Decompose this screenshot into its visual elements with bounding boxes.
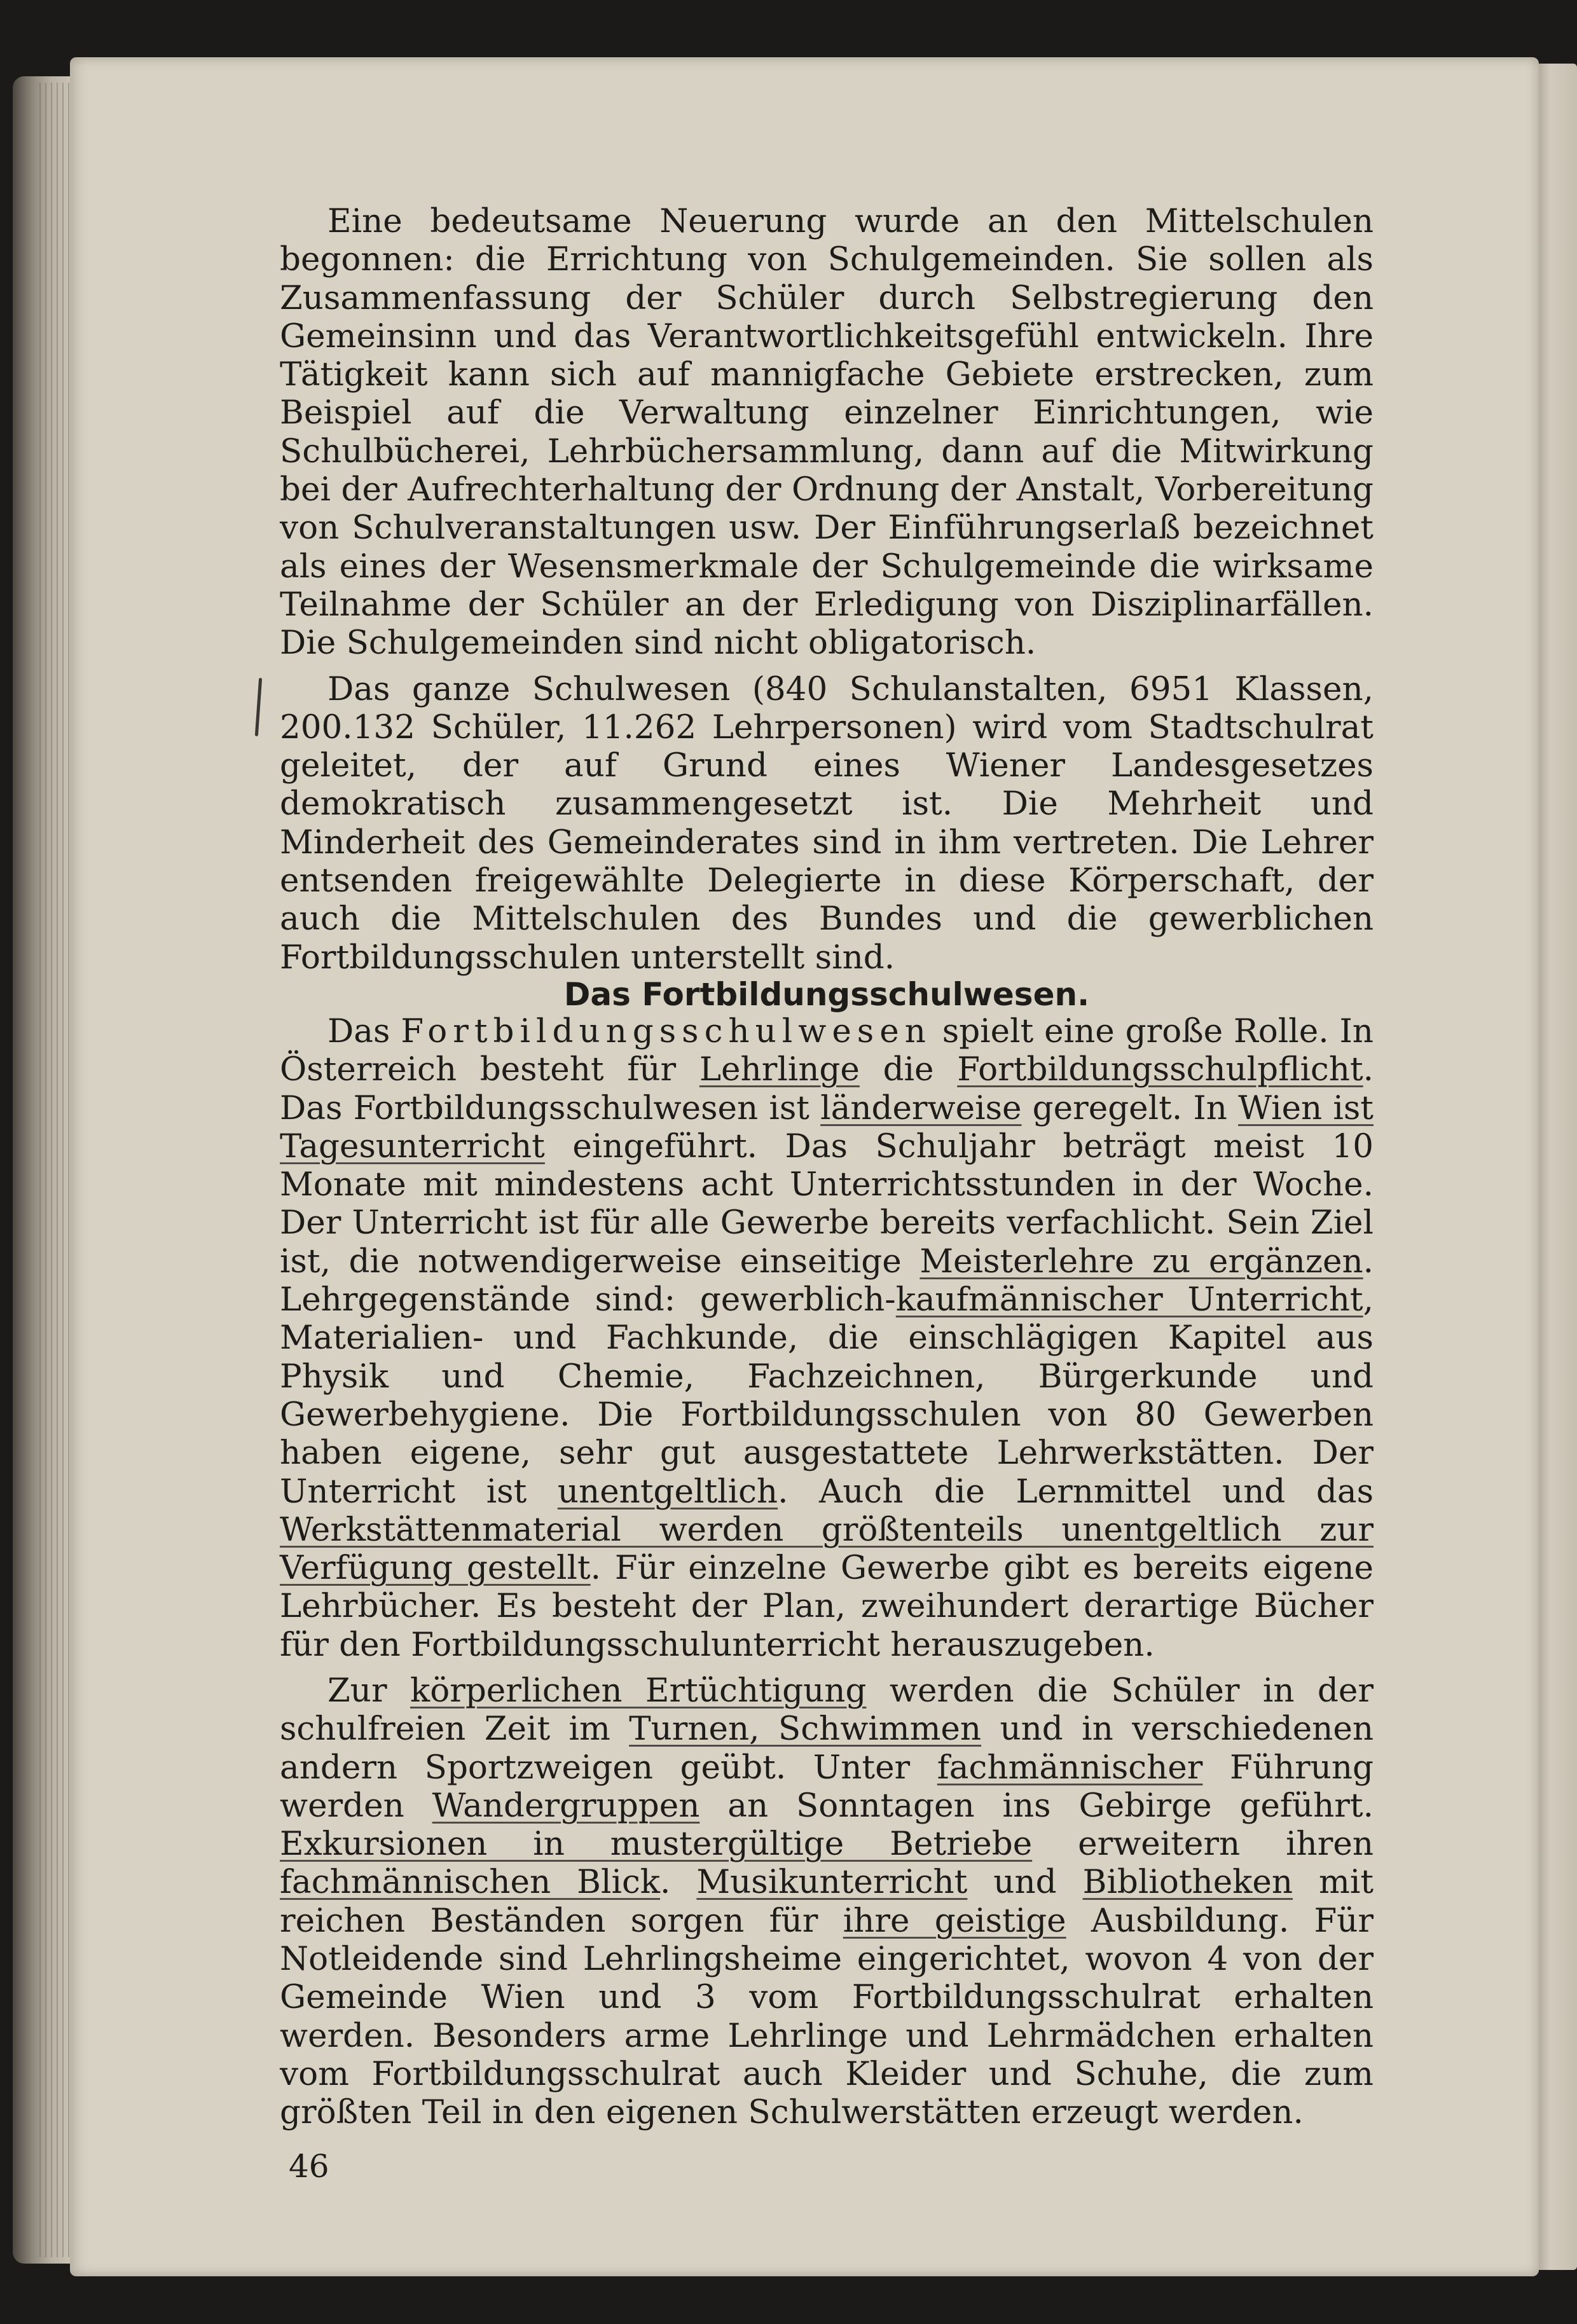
underlined-fachmaennisch: fachmännischer xyxy=(937,1748,1203,1787)
text-run: spielt eine große Rolle. xyxy=(942,1012,1329,1050)
paragraph-ertuechtigung xyxy=(280,1672,1374,2132)
underlined-musikunterricht: Musikunterricht xyxy=(696,1863,968,1902)
text-run: . Das Fortbildungsschulwesen ist xyxy=(280,1050,1374,1127)
underlined-exkursionen: Exkursionen in mustergültige Betriebe xyxy=(280,1825,1033,1864)
text-run: . Auch die Lernmittel und das xyxy=(778,1472,1374,1511)
book-right-edge xyxy=(1532,64,1577,2270)
text-run: mit reichen Beständen sorgen für xyxy=(280,1863,1374,1940)
underlined-fortbildungsschulpflicht: Fortbildungsschulpflicht xyxy=(957,1050,1363,1089)
text-run: und xyxy=(993,1863,1057,1902)
paragraph-schulwesen: Das ganze Schulwesen (840 Schulanstalten, 6951 Klassen, 200.132 Schüler, 11.262 Lehrpersonen) wird vom Stadtschulrat geleitet, der auf Grund eines Wiener Landesgesetzes demokratisch zusammengesetzt ist. Die Mehrheit und Minderheit des Gemeinderates sind in ihm vertreten. Die Lehrer entsenden freigewählte Delegierte in diese Körperschaft, der auch die Mittelschulen des Bundes und die gewerblichen Fortbildungsschulen unterstellt sind. xyxy=(280,670,1374,977)
underlined-laenderweise: länderweise xyxy=(820,1089,1022,1127)
section-heading: Das Fortbildungsschulwesen. xyxy=(563,975,1090,1013)
text-run: werden die Schüler in der schulfreien Zeit im xyxy=(280,1671,1374,1749)
underlined-blick: fachmännischen Blick xyxy=(280,1863,661,1902)
text-run: In Österreich besteht für xyxy=(280,1012,1374,1089)
paragraph-schulgemeinden: Eine bedeutsame Neuerung wurde an den Mittelschulen begonnen: die Errichtung von Schulgemeinden. Sie sollen als Zusammenfassung der Schüler durch Selbstregierung den Gemeinsinn und das Verantwortlichkeitsgefühl entwickeln. Ihre Tätigkeit kann sich auf mannigfache Gebiete erstrecken, zum Beispiel auf die Verwaltung einzelner Einrichtungen, wie Schulbücherei, Lehrbüchersammlung, dann auf die Mitwirkung bei der Aufrechterhaltung der Ordnung der Anstalt, Vorbereitung von Schulveranstaltungen usw. Der Einführungserlaß bezeichnet als eines der Wesensmerkmale der Schulgemeinde die wirksame Teilnahme der Schüler an der Erledigung von Disziplinarfällen. Die Schulgemeinden sind nicht obligatorisch. xyxy=(280,202,1374,663)
text-run: . xyxy=(660,1863,671,1902)
text-run: Führung werden xyxy=(280,1748,1374,1825)
text-run: geregelt. In xyxy=(1032,1089,1227,1127)
underlined-wandergruppen: Wandergruppen xyxy=(432,1786,700,1825)
text-run: . Für einzelne Gewerbe gibt es bereits eigene Lehrbücher. Es besteht der Plan, zweihundert derartige Bücher für den Fortbildungsschulunterricht herauszugeben. xyxy=(280,1549,1374,1664)
text-run: Zur xyxy=(327,1671,387,1710)
text-run: erweitern ihren xyxy=(1078,1825,1374,1864)
underlined-lehrlinge: Lehrlinge xyxy=(699,1050,860,1089)
text-run: eingeführt. Das Schuljahr beträgt meist 10 Monate mit mindestens acht Unterrichtsstunden in der Woche. Der Unterricht ist für alle Gewerbe bereits verfachlicht. Sein Ziel ist, die notwendigerweise einseitige xyxy=(280,1127,1374,1281)
underlined-tagesunterricht: Wien ist Tagesunterricht xyxy=(280,1089,1374,1165)
underlined-werkstaettenmaterial: Werkstättenmaterial werden größtenteils unentgeltlich zur Verfügung gestellt xyxy=(280,1510,1374,1588)
underlined-geistige: ihre geistige xyxy=(843,1901,1066,1940)
text-run: und in verschiedenen andern Sportzweigen geübt. Unter xyxy=(280,1710,1374,1787)
page-text xyxy=(280,202,1374,2132)
text-run: Ausbildung. Für Notleidende sind Lehrlingsheime eingerichtet, wovon 4 von der Gemeinde Wien und 3 vom Fortbildungsschulrat erhalten werden. Besonders arme Lehrlinge und Lehrmädchen erhalten vom Fortbildungsschulrat auch Kleider und Schuhe, die zum größten Teil in den eigenen Schulwerstätten erzeugt werden. xyxy=(280,1901,1374,2132)
underlined-meisterlehre: Meisterlehre zu ergänzen xyxy=(919,1242,1363,1281)
text-run: an Sonntagen ins Gebirge geführt. xyxy=(727,1786,1374,1825)
underlined-koerperlich: körperlichen Ertüchtigung xyxy=(410,1671,867,1710)
text-run: , Materialien- und Fachkunde, die einschlägigen Kapitel aus Physik und Chemie, Fachzeichnen, Bürgerkunde und Gewerbehygiene. Die Fortbildungsschulen von 80 Gewerben haben eigene, sehr gut ausgestattete Lehrwerkstätten. Der Unterricht ist xyxy=(280,1281,1374,1511)
text-run: die xyxy=(883,1050,934,1089)
page-number: 46 xyxy=(289,2148,329,2185)
underlined-turnen: Turnen, Schwimmen xyxy=(629,1710,982,1749)
text-run: . Lehrgegenstände sind: gewerblich- xyxy=(280,1242,1374,1319)
paragraph-fortbildung: Das Fortbildungsschulwesen spielt eine große Rolle. In Österreich besteht für Lehrlinge die Fortbildungsschulpflicht. Das Fortbildungsschulwesen ist länderweise geregelt. In Wien ist Tagesunterricht eingeführt. Das Schuljahr beträgt meist 10 Monate mit mindestens acht Unterrichtsstunden in der Woche. Der Unterricht ist für alle Gewerbe bereits verfachlicht. Sein Ziel ist, die notwendigerweise einseitige Meisterlehre zu ergänzen. Lehrgegenstände sind: gewerblich-kaufmännischer Unterricht, Materialien- und Fachkunde, die einschlägigen Kapitel aus Physik und Chemie, Fachzeichnen, Bürgerkunde und Gewerbehygiene. Die Fortbildungsschulen von 80 Gewerben haben eigene, sehr gut ausgestattete Lehrwerkstätten. Der Unterricht ist unentgeltlich. Auch die Lernmittel und das Werkstättenmaterial werden größtenteils unentgeltlich zur Verfügung gestellt. Für einzelne Gewerbe gibt es bereits eigene Lehrbücher. Es besteht der Plan, zweihundert derartige Bücher für den Fortbildungsschulunterricht herauszugeben. xyxy=(280,1012,1374,1664)
spaced-term: Fortbildungsschulwesen xyxy=(401,1012,932,1050)
underlined-bibliotheken: Bibliotheken xyxy=(1082,1863,1293,1902)
underlined-unentgeltlich: unentgeltlich xyxy=(557,1472,778,1511)
underlined-kaufmaennisch: kaufmännischer Unterricht xyxy=(895,1281,1363,1319)
